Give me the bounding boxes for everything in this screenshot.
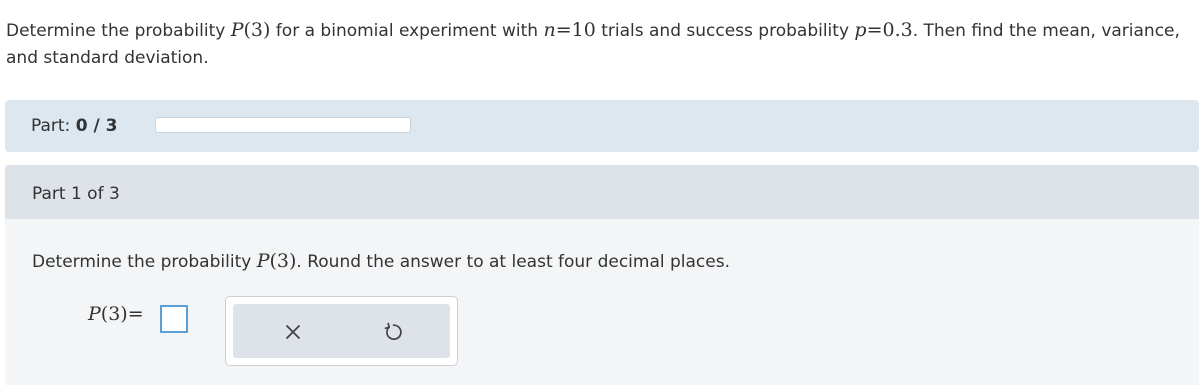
answer-tool-bar bbox=[233, 304, 450, 358]
math-operator: = bbox=[127, 303, 144, 325]
clear-button[interactable] bbox=[278, 317, 308, 347]
question-text bbox=[6, 17, 1186, 72]
math-variable: n bbox=[543, 19, 556, 41]
question-text-segment: for a binomial experiment with bbox=[270, 21, 544, 41]
math-variable: P bbox=[230, 19, 244, 41]
part-header bbox=[5, 165, 1199, 219]
math-variable: p bbox=[854, 19, 867, 41]
math-argument: (3) bbox=[100, 303, 128, 325]
math-value: 10 bbox=[571, 19, 596, 41]
part-progress-caption: Part: bbox=[31, 116, 71, 136]
part-header-label: Part 1 of 3 bbox=[32, 184, 120, 204]
math-operator: = bbox=[555, 19, 572, 41]
question-text-segment: . Then find the mean, variance, and standard deviation. bbox=[6, 21, 1180, 68]
answer-tool-panel bbox=[225, 296, 458, 366]
part-body bbox=[5, 219, 1199, 385]
math-argument: (3) bbox=[243, 19, 271, 41]
math-value: 0.3 bbox=[882, 19, 913, 41]
math-operator: = bbox=[866, 19, 883, 41]
math-argument: (3) bbox=[269, 250, 297, 272]
progress-track bbox=[155, 117, 411, 133]
part-progress-value: 0 / 3 bbox=[75, 116, 118, 136]
answer-input[interactable] bbox=[160, 305, 188, 333]
question-text-segment: Determine the probability bbox=[6, 21, 231, 41]
math-variable: P bbox=[256, 250, 270, 272]
prompt-text-segment: . Round the answer to at least four decimal places. bbox=[296, 252, 730, 272]
part-progress-bar bbox=[5, 100, 1199, 152]
question-text-segment: trials and success probability bbox=[595, 21, 855, 41]
math-variable: P bbox=[88, 303, 101, 325]
answer-expression bbox=[88, 303, 144, 325]
undo-icon bbox=[383, 322, 403, 342]
prompt-text-segment: Determine the probability bbox=[32, 252, 257, 272]
part-prompt bbox=[32, 247, 730, 276]
x-icon bbox=[285, 324, 301, 340]
part-progress-label bbox=[31, 116, 117, 136]
undo-button[interactable] bbox=[378, 317, 408, 347]
